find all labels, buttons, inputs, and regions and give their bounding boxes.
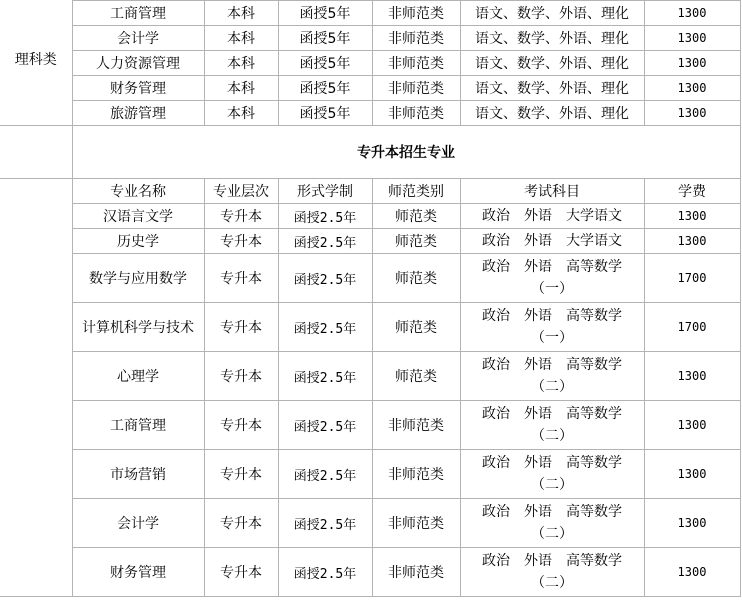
- level: 专升本: [204, 229, 278, 254]
- exam-subjects: 政治 外语 高等数学 （一）: [460, 254, 644, 303]
- tuition-fee: 1300: [644, 204, 740, 229]
- empty-category-cell: [0, 179, 72, 597]
- teacher-type: 非师范类: [372, 499, 460, 548]
- exam-subjects: 政治 外语 高等数学 （二）: [460, 548, 644, 597]
- study-form: 函授5年: [278, 101, 372, 126]
- teacher-type: 非师范类: [372, 450, 460, 499]
- header-row: [0, 179, 740, 204]
- table-row: [0, 352, 740, 401]
- major-name: 数学与应用数学: [72, 254, 204, 303]
- major-name: 心理学: [72, 352, 204, 401]
- tuition-fee: 1300: [644, 229, 740, 254]
- teacher-type: 非师范类: [372, 1, 460, 26]
- level: 专升本: [204, 303, 278, 352]
- level: 本科: [204, 26, 278, 51]
- study-form: 函授2.5年: [278, 254, 372, 303]
- exam-subjects: 政治 外语 大学语文: [460, 229, 644, 254]
- major-name: 历史学: [72, 229, 204, 254]
- exam-subjects: 政治 外语 高等数学 （一）: [460, 303, 644, 352]
- table-row: [0, 254, 740, 303]
- tuition-fee: 1300: [644, 401, 740, 450]
- section-banner-row: [0, 126, 740, 179]
- table-row: [0, 499, 740, 548]
- study-form: 函授5年: [278, 26, 372, 51]
- level: 本科: [204, 51, 278, 76]
- col-header-subjects: 考试科目: [460, 179, 644, 204]
- category-cell: 理科类: [0, 0, 72, 126]
- tuition-fee: 1300: [644, 450, 740, 499]
- major-name: 会计学: [72, 499, 204, 548]
- study-form: 函授2.5年: [278, 352, 372, 401]
- major-name: 旅游管理: [72, 101, 204, 126]
- exam-subjects: 政治 外语 高等数学 （二）: [460, 401, 644, 450]
- tuition-fee: 1300: [644, 499, 740, 548]
- teacher-type: 非师范类: [372, 26, 460, 51]
- teacher-type: 师范类: [372, 229, 460, 254]
- section-title: 专升本招生专业: [72, 126, 740, 179]
- teacher-type: 师范类: [372, 204, 460, 229]
- table-row: [0, 204, 740, 229]
- level: 专升本: [204, 450, 278, 499]
- major-name: 会计学: [72, 26, 204, 51]
- tuition-fee: 1700: [644, 303, 740, 352]
- study-form: 函授5年: [278, 51, 372, 76]
- study-form: 函授2.5年: [278, 229, 372, 254]
- study-form: 函授2.5年: [278, 450, 372, 499]
- level: 本科: [204, 1, 278, 26]
- exam-subjects: 语文、数学、外语、理化: [460, 51, 644, 76]
- teacher-type: 非师范类: [372, 401, 460, 450]
- exam-subjects: 政治 外语 高等数学 （二）: [460, 450, 644, 499]
- table-row: [0, 1, 740, 26]
- teacher-type: 非师范类: [372, 51, 460, 76]
- exam-subjects: 语文、数学、外语、理化: [460, 76, 644, 101]
- level: 专升本: [204, 352, 278, 401]
- teacher-type: 师范类: [372, 303, 460, 352]
- study-form: 函授2.5年: [278, 548, 372, 597]
- col-header-fee: 学费: [644, 179, 740, 204]
- tuition-fee: 1300: [644, 101, 740, 126]
- study-form: 函授2.5年: [278, 401, 372, 450]
- level: 专升本: [204, 204, 278, 229]
- table-row: [0, 51, 740, 76]
- study-form: 函授5年: [278, 76, 372, 101]
- level: 专升本: [204, 254, 278, 303]
- exam-subjects: 语文、数学、外语、理化: [460, 101, 644, 126]
- table-row: [0, 26, 740, 51]
- exam-subjects: 语文、数学、外语、理化: [460, 26, 644, 51]
- study-form: 函授5年: [278, 1, 372, 26]
- table-row: [0, 401, 740, 450]
- major-name: 工商管理: [72, 401, 204, 450]
- major-name: 计算机科学与技术: [72, 303, 204, 352]
- table-row: [0, 76, 740, 101]
- teacher-type: 非师范类: [372, 548, 460, 597]
- table-row: [0, 101, 740, 126]
- exam-subjects: 政治 外语 大学语文: [460, 204, 644, 229]
- major-name: 工商管理: [72, 1, 204, 26]
- tuition-fee: 1300: [644, 548, 740, 597]
- col-header-form: 形式学制: [278, 179, 372, 204]
- col-header-type: 师范类别: [372, 179, 460, 204]
- level: 本科: [204, 76, 278, 101]
- level: 本科: [204, 101, 278, 126]
- teacher-type: 非师范类: [372, 76, 460, 101]
- exam-subjects: 语文、数学、外语、理化: [460, 1, 644, 26]
- level: 专升本: [204, 401, 278, 450]
- tuition-fee: 1300: [644, 1, 740, 26]
- level: 专升本: [204, 499, 278, 548]
- table-row: [0, 229, 740, 254]
- teacher-type: 师范类: [372, 254, 460, 303]
- tuition-fee: 1300: [644, 51, 740, 76]
- table-row: [0, 303, 740, 352]
- tuition-fee: 1300: [644, 76, 740, 101]
- major-name: 财务管理: [72, 548, 204, 597]
- teacher-type: 非师范类: [372, 101, 460, 126]
- empty-cell: [0, 126, 72, 179]
- study-form: 函授2.5年: [278, 499, 372, 548]
- col-header-major: 专业名称: [72, 179, 204, 204]
- tuition-fee: 1300: [644, 26, 740, 51]
- tuition-fee: 1700: [644, 254, 740, 303]
- exam-subjects: 政治 外语 高等数学 （二）: [460, 352, 644, 401]
- table-row: [0, 548, 740, 597]
- major-name: 财务管理: [72, 76, 204, 101]
- study-form: 函授2.5年: [278, 303, 372, 352]
- study-form: 函授2.5年: [278, 204, 372, 229]
- major-name: 市场营销: [72, 450, 204, 499]
- col-header-level: 专业层次: [204, 179, 278, 204]
- level: 专升本: [204, 548, 278, 597]
- major-name: 人力资源管理: [72, 51, 204, 76]
- table-row: [0, 450, 740, 499]
- major-name: 汉语言文学: [72, 204, 204, 229]
- exam-subjects: 政治 外语 高等数学 （二）: [460, 499, 644, 548]
- tuition-fee: 1300: [644, 352, 740, 401]
- teacher-type: 师范类: [372, 352, 460, 401]
